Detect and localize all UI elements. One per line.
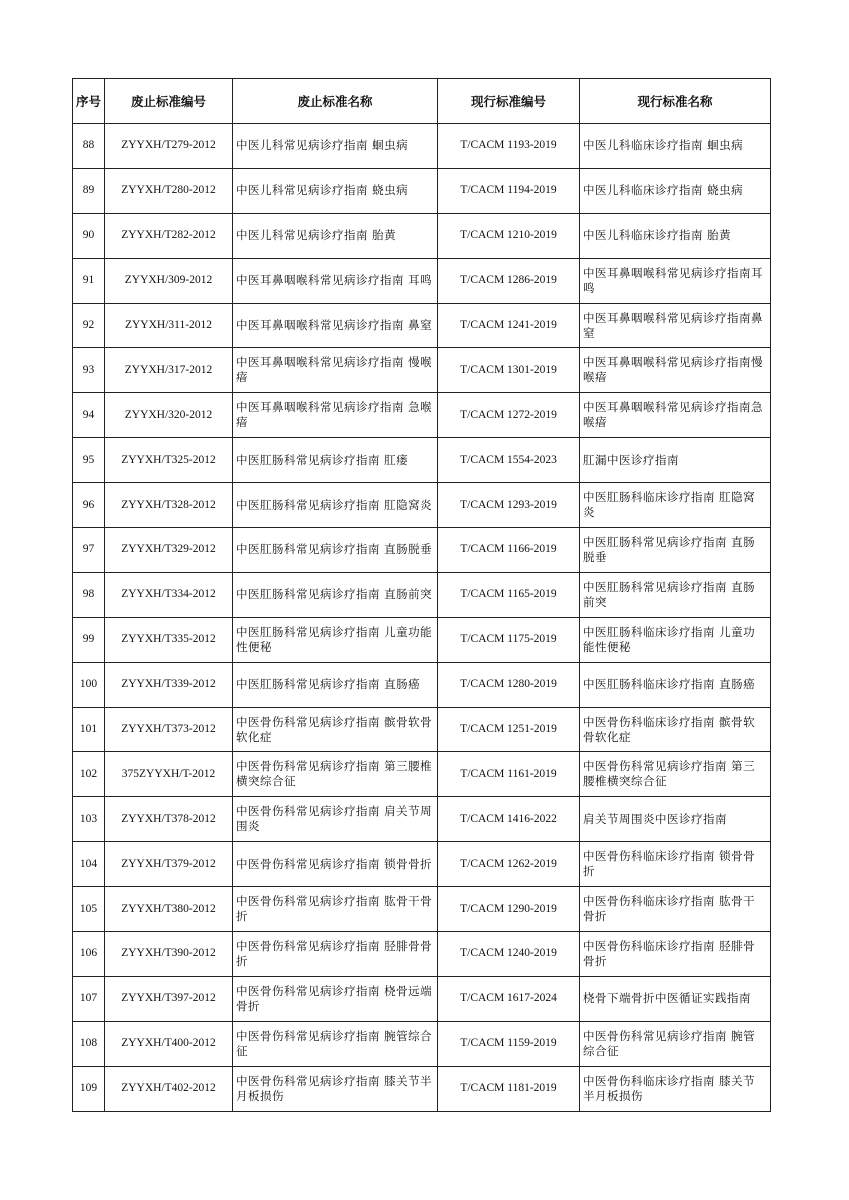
cell-old-name: 中医骨伤科常见病诊疗指南 肩关节周围炎 (233, 797, 438, 842)
cell-old-name: 中医骨伤科常见病诊疗指南 肱骨干骨折 (233, 887, 438, 932)
cell-seq: 107 (73, 976, 105, 1021)
cell-new-code: T/CACM 1280-2019 (438, 662, 580, 707)
cell-old-code: ZYYXH/320-2012 (105, 393, 233, 438)
cell-old-code: ZYYXH/T282-2012 (105, 213, 233, 258)
cell-old-code: ZYYXH/T328-2012 (105, 483, 233, 528)
header-new-code: 现行标准编号 (438, 79, 580, 124)
cell-seq: 90 (73, 213, 105, 258)
cell-new-code: T/CACM 1161-2019 (438, 752, 580, 797)
table-row (73, 662, 771, 707)
cell-old-code: ZYYXH/309-2012 (105, 258, 233, 303)
cell-old-name: 中医耳鼻咽喉科常见病诊疗指南 急喉瘖 (233, 393, 438, 438)
cell-new-code: T/CACM 1301-2019 (438, 348, 580, 393)
cell-new-code: T/CACM 1272-2019 (438, 393, 580, 438)
cell-old-code: ZYYXH/T379-2012 (105, 842, 233, 887)
cell-new-code: T/CACM 1416-2022 (438, 797, 580, 842)
cell-old-name: 中医儿科常见病诊疗指南 蛲虫病 (233, 168, 438, 213)
cell-new-name: 中医骨伤科临床诊疗指南 锁骨骨折 (580, 842, 771, 887)
cell-new-name: 中医肛肠科临床诊疗指南 直肠癌 (580, 662, 771, 707)
cell-old-name: 中医肛肠科常见病诊疗指南 肛隐窝炎 (233, 483, 438, 528)
cell-new-name: 中医骨伤科临床诊疗指南 胫腓骨骨折 (580, 932, 771, 977)
cell-seq: 102 (73, 752, 105, 797)
table-body (73, 124, 771, 1112)
cell-old-code: ZYYXH/T402-2012 (105, 1066, 233, 1111)
cell-new-code: T/CACM 1240-2019 (438, 932, 580, 977)
table-row (73, 258, 771, 303)
table-header-row (73, 79, 771, 124)
cell-seq: 104 (73, 842, 105, 887)
cell-new-name: 中医儿科临床诊疗指南 蛔虫病 (580, 124, 771, 169)
cell-old-code: ZYYXH/T397-2012 (105, 976, 233, 1021)
cell-new-code: T/CACM 1175-2019 (438, 617, 580, 662)
cell-old-code: ZYYXH/317-2012 (105, 348, 233, 393)
cell-new-code: T/CACM 1293-2019 (438, 483, 580, 528)
cell-old-name: 中医骨伤科常见病诊疗指南 髌骨软骨软化症 (233, 707, 438, 752)
cell-old-name: 中医耳鼻咽喉科常见病诊疗指南 鼻窒 (233, 303, 438, 348)
cell-new-code: T/CACM 1262-2019 (438, 842, 580, 887)
cell-old-name: 中医耳鼻咽喉科常见病诊疗指南 慢喉瘖 (233, 348, 438, 393)
cell-new-code: T/CACM 1554-2023 (438, 438, 580, 483)
cell-old-name: 中医耳鼻咽喉科常见病诊疗指南 耳鸣 (233, 258, 438, 303)
cell-new-name: 中医骨伤科临床诊疗指南 膝关节半月板损伤 (580, 1066, 771, 1111)
table-row (73, 393, 771, 438)
table-row (73, 213, 771, 258)
cell-new-code: T/CACM 1193-2019 (438, 124, 580, 169)
table-row (73, 707, 771, 752)
header-new-name: 现行标准名称 (580, 79, 771, 124)
cell-old-name: 中医肛肠科常见病诊疗指南 肛瘘 (233, 438, 438, 483)
cell-new-name: 中医骨伤科临床诊疗指南 肱骨干骨折 (580, 887, 771, 932)
cell-seq: 100 (73, 662, 105, 707)
cell-old-code: ZYYXH/T373-2012 (105, 707, 233, 752)
cell-new-name: 中医耳鼻咽喉科常见病诊疗指南耳鸣 (580, 258, 771, 303)
table-row (73, 617, 771, 662)
cell-new-code: T/CACM 1210-2019 (438, 213, 580, 258)
cell-old-name: 中医肛肠科常见病诊疗指南 直肠前突 (233, 572, 438, 617)
table-row (73, 1021, 771, 1066)
cell-new-name: 中医骨伤科常见病诊疗指南 腕管综合征 (580, 1021, 771, 1066)
cell-old-code: ZYYXH/311-2012 (105, 303, 233, 348)
cell-old-code: ZYYXH/T339-2012 (105, 662, 233, 707)
table-row (73, 483, 771, 528)
cell-new-code: T/CACM 1166-2019 (438, 528, 580, 573)
cell-old-code: ZYYXH/T325-2012 (105, 438, 233, 483)
cell-seq: 106 (73, 932, 105, 977)
cell-new-name: 中医耳鼻咽喉科常见病诊疗指南慢喉瘖 (580, 348, 771, 393)
cell-old-name: 中医骨伤科常见病诊疗指南 第三腰椎横突综合征 (233, 752, 438, 797)
cell-old-name: 中医肛肠科常见病诊疗指南 儿童功能性便秘 (233, 617, 438, 662)
table-row (73, 528, 771, 573)
cell-new-name: 中医儿科临床诊疗指南 蛲虫病 (580, 168, 771, 213)
cell-old-code: ZYYXH/T400-2012 (105, 1021, 233, 1066)
cell-old-code: ZYYXH/T279-2012 (105, 124, 233, 169)
table-row (73, 797, 771, 842)
cell-new-name: 中医耳鼻咽喉科常见病诊疗指南鼻窒 (580, 303, 771, 348)
table-row (73, 842, 771, 887)
header-seq: 序号 (73, 79, 105, 124)
cell-old-code: ZYYXH/T335-2012 (105, 617, 233, 662)
cell-old-name: 中医骨伤科常见病诊疗指南 锁骨骨折 (233, 842, 438, 887)
cell-seq: 91 (73, 258, 105, 303)
cell-seq: 95 (73, 438, 105, 483)
cell-old-code: ZYYXH/T378-2012 (105, 797, 233, 842)
cell-seq: 93 (73, 348, 105, 393)
cell-seq: 101 (73, 707, 105, 752)
cell-old-name: 中医骨伤科常见病诊疗指南 腕管综合征 (233, 1021, 438, 1066)
cell-new-name: 中医儿科临床诊疗指南 胎黄 (580, 213, 771, 258)
table-row (73, 438, 771, 483)
table-row (73, 752, 771, 797)
cell-new-name: 中医耳鼻咽喉科常见病诊疗指南急喉瘖 (580, 393, 771, 438)
cell-old-code: ZYYXH/T334-2012 (105, 572, 233, 617)
table-row (73, 887, 771, 932)
standards-table (72, 78, 771, 1112)
cell-seq: 92 (73, 303, 105, 348)
cell-seq: 108 (73, 1021, 105, 1066)
table-row (73, 124, 771, 169)
cell-old-name: 中医肛肠科常见病诊疗指南 直肠癌 (233, 662, 438, 707)
cell-old-name: 中医骨伤科常见病诊疗指南 膝关节半月板损伤 (233, 1066, 438, 1111)
cell-new-code: T/CACM 1181-2019 (438, 1066, 580, 1111)
header-old-code: 废止标准编号 (105, 79, 233, 124)
cell-new-name: 肩关节周围炎中医诊疗指南 (580, 797, 771, 842)
cell-new-code: T/CACM 1286-2019 (438, 258, 580, 303)
cell-seq: 89 (73, 168, 105, 213)
cell-new-name: 中医骨伤科临床诊疗指南 髌骨软骨软化症 (580, 707, 771, 752)
table-row (73, 1066, 771, 1111)
cell-seq: 109 (73, 1066, 105, 1111)
cell-new-name: 中医肛肠科常见病诊疗指南 直肠脱垂 (580, 528, 771, 573)
cell-new-name: 中医肛肠科临床诊疗指南 儿童功能性便秘 (580, 617, 771, 662)
cell-seq: 103 (73, 797, 105, 842)
cell-seq: 98 (73, 572, 105, 617)
cell-old-name: 中医骨伤科常见病诊疗指南 胫腓骨骨折 (233, 932, 438, 977)
cell-old-code: 375ZYYXH/T-2012 (105, 752, 233, 797)
cell-new-name: 中医肛肠科临床诊疗指南 肛隐窝炎 (580, 483, 771, 528)
cell-old-code: ZYYXH/T380-2012 (105, 887, 233, 932)
cell-new-code: T/CACM 1159-2019 (438, 1021, 580, 1066)
table-row (73, 303, 771, 348)
cell-new-code: T/CACM 1290-2019 (438, 887, 580, 932)
cell-new-code: T/CACM 1241-2019 (438, 303, 580, 348)
cell-old-name: 中医肛肠科常见病诊疗指南 直肠脱垂 (233, 528, 438, 573)
table-row (73, 168, 771, 213)
cell-new-name: 中医肛肠科常见病诊疗指南 直肠前突 (580, 572, 771, 617)
cell-seq: 96 (73, 483, 105, 528)
header-old-name: 废止标准名称 (233, 79, 438, 124)
table-row (73, 348, 771, 393)
table-row (73, 976, 771, 1021)
cell-new-name: 中医骨伤科常见病诊疗指南 第三腰椎横突综合征 (580, 752, 771, 797)
cell-seq: 105 (73, 887, 105, 932)
cell-new-code: T/CACM 1617-2024 (438, 976, 580, 1021)
cell-new-code: T/CACM 1251-2019 (438, 707, 580, 752)
cell-seq: 99 (73, 617, 105, 662)
cell-new-name: 桡骨下端骨折中医循证实践指南 (580, 976, 771, 1021)
cell-old-code: ZYYXH/T280-2012 (105, 168, 233, 213)
cell-old-name: 中医儿科常见病诊疗指南 胎黄 (233, 213, 438, 258)
cell-seq: 94 (73, 393, 105, 438)
cell-new-code: T/CACM 1165-2019 (438, 572, 580, 617)
cell-old-name: 中医骨伤科常见病诊疗指南 桡骨远端骨折 (233, 976, 438, 1021)
table-row (73, 932, 771, 977)
cell-old-code: ZYYXH/T329-2012 (105, 528, 233, 573)
cell-new-name: 肛漏中医诊疗指南 (580, 438, 771, 483)
cell-seq: 97 (73, 528, 105, 573)
cell-old-name: 中医儿科常见病诊疗指南 蛔虫病 (233, 124, 438, 169)
cell-old-code: ZYYXH/T390-2012 (105, 932, 233, 977)
cell-seq: 88 (73, 124, 105, 169)
cell-new-code: T/CACM 1194-2019 (438, 168, 580, 213)
table-row (73, 572, 771, 617)
